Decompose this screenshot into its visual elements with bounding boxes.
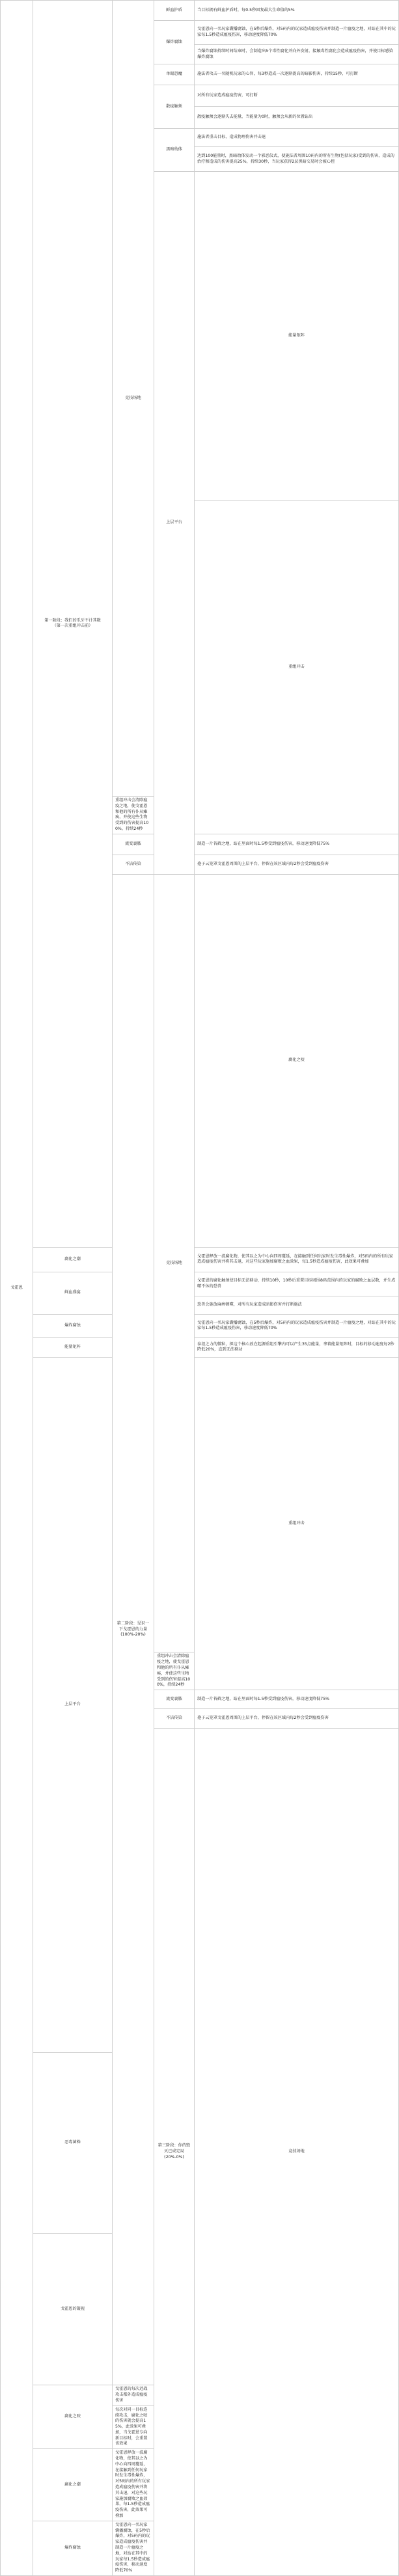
skill-desc: 恐兽会施放麻痹顿噬，对所有玩家造成暗影伤害并打断施法 <box>195 1296 399 1314</box>
skill-name: 能量矩阵 <box>33 1337 113 1357</box>
skill-name: 爆炸腐蚀 <box>154 21 195 64</box>
skill-desc: 泰坦之力的微粒，担这个核心放在起源重组引擎内可以产生35点能量，拿着能量矩阵时，目标的移动速度每2秒降低20%，直到无法移动 <box>195 1337 399 1357</box>
skill-desc: 重组冲击会清除瘟疫之地，使戈霍恩和他的所有仆从瘫痪，并使这些生物受到的伤害提高100%，持续24秒 <box>154 1652 195 1690</box>
skill-name: 鲜血盛宴 <box>33 1272 113 1314</box>
skill-desc: 施法者重击目标，造成物理伤害并击退 <box>195 129 399 147</box>
skill-name: 散疫触须 <box>154 85 195 129</box>
skill-desc: 戈霍恩的腐化触须使目标无法移动，持续10秒，10秒后重置目标周围8码范围内的玩家的腐败之血层数，并生成噬不休的恐兽 <box>195 1272 399 1296</box>
skill-name: 腐化之潮 <box>33 2449 113 2521</box>
skill-name: 能量矩阵 <box>195 172 399 501</box>
skill-desc: 每次对同一目标连续攻击，腐化之咬的伤害就会提高15%，此效果可叠加，当戈霍恩专向新目标时，会重置该效果 <box>113 2405 154 2449</box>
skill-desc: 孢子云笼罩戈霍恩周围的上层平台，停留在该区域内每2秒会受到瘟疫伤害 <box>195 855 399 874</box>
skill-name: 腐化之咬 <box>195 874 399 1247</box>
table-row <box>1 1337 399 1357</box>
phase-3-title: 第三阶段：你的毁灭已成定局 (20%-0%) <box>154 1729 195 2576</box>
skill-name: 不洁传染 <box>113 855 154 874</box>
skill-name: 重组冲击 <box>195 1357 399 1690</box>
skill-desc: 制造一片苔藓之地，站在里面时每1.5秒受到瘟疫伤害，移动速度降低75% <box>195 834 399 855</box>
skill-name: 单眼恐魔 <box>154 64 195 85</box>
skill-desc: 戈霍恩向一名玩家囊播腐蚀，在5秒后爆炸，对5码内的玩家造成瘟疫伤害并制造一片瘟疫之地，对站在其中的玩家每1.5秒造成瘟疫伤害，移动速度降低70% <box>113 2521 154 2575</box>
skill-desc: 当爆炸腐蚀持续时间结束时，会制造出5个毒性腐化并向外发射，接触毒性腐化会造成瘟疫伤害，并使目标感染爆炸腐蚀 <box>195 45 399 64</box>
table-row <box>1 1272 399 1296</box>
skill-desc: 重组冲击会清除瘟疫之地，使戈霍恩和他的所有仆从瘫痪，并使这些生物受到的伤害提高100%，持续24秒 <box>113 797 154 834</box>
skill-name: 黑暗幼体 <box>154 129 195 172</box>
skill-name: 爆炸腐蚀 <box>33 2521 113 2575</box>
skill-desc: 施法者攻击一名随机玩家的心智，每3秒造成一次逐渐提高的暗影伤害，持续15秒，可打断 <box>195 64 399 85</box>
table-row <box>1 1314 399 1337</box>
phase-1-title: 第一阶段：我们的爪牙不计其数 （第一次重组冲击前） <box>33 1 113 1248</box>
table-row <box>1 1247 399 1272</box>
skill-desc: 戈霍恩向一名玩家囊播腐蚀，在5秒后爆炸，对5码内的玩家造成瘟疫伤害并制造一片瘟疫之地，对站在其中的玩家每1.5秒造成瘟疫伤害，移动速度降低70% <box>195 21 399 45</box>
skill-desc: 孢子云笼罩戈霍恩周围的上层平台，停留在该区域内每2秒会受到瘟疫伤害 <box>195 1709 399 1729</box>
skill-desc: 戈霍恩向一名玩家囊播腐蚀，在5秒后爆炸，对5码内的玩家造成瘟疫伤害并制造一片瘟疫之地，对站在其中的玩家每1.5秒造成瘟疫伤害，移动速度降低70% <box>195 1314 399 1337</box>
skill-desc: 制造一片苔藓之地，站在里面时每1.5秒受到瘟疫伤害，移动速度降低75% <box>195 1690 399 1709</box>
skill-name: 鲜血护盾 <box>154 1 195 21</box>
skill-desc: 散疫触须会逐渐失去能量，当能量为0时，触须会从新的位置钻出 <box>195 107 399 129</box>
phase-2-upper: 上层平台 <box>33 1357 113 2052</box>
skill-name: 腐化之潮 <box>33 1247 113 1272</box>
phase-1-upper: 上层平台 <box>154 172 195 875</box>
skill-desc: 戈霍恩释放一波腐化物，使其以之为中心向四周蔓延，在接触到任何玩家时发生毒性爆炸，对5码内的所有玩家造成瘟疫伤害并将其击退，对这些玩家施加腐败之血效果，每1.5秒造成瘟疫伤害，此效果可叠加 <box>195 1247 399 1272</box>
skill-name: 流变裹脓 <box>154 1690 195 1709</box>
table-row <box>1 1357 399 1652</box>
skill-desc: 戈霍恩的每次近战攻击都外造成瘟疫伤害 <box>113 2385 154 2405</box>
phase-1-arena: 竞技场地 <box>113 1 154 797</box>
boss-name: 戈霍恩 <box>1 1 33 2576</box>
skill-name: 戈霍恩的凝视 <box>33 2233 113 2385</box>
skill-name: 流变裹脓 <box>113 834 154 855</box>
skill-desc: 戈霍恩释放一波腐化物，使其以之为中心向四周蔓延，在接触到任何玩家时发生毒性爆炸，对5码内的所有玩家造成瘟疫伤害并将其击退，对这些玩家施加腐败之血效果，每1.5秒造成瘟疫伤害，此效果可叠加 <box>113 2449 154 2521</box>
table-row <box>1 1 399 21</box>
skill-name: 不洁传染 <box>154 1709 195 1729</box>
phase-3-arena: 竞技场地 <box>195 1729 399 2576</box>
phase-2-title: 第二阶段：见识一下戈霍恩的力量 (100%-20%) <box>113 874 154 2385</box>
skill-name: 恶毒菌株 <box>33 2052 113 2233</box>
skill-name: 腐化之咬 <box>33 2385 113 2449</box>
skill-desc: 达到100能量时，黑暗幼体发动一个邪恶仪式，使施法者周围10码内的所有生物(包括玩家)受到的伤害，造成的治疗和造成的伤害提高25%，持续30秒，当玩家获得2层黑暗交易时会被心控 <box>195 147 399 172</box>
skill-desc: 对所有玩家造成瘟疫伤害，可打断 <box>195 85 399 107</box>
skill-name: 爆炸腐蚀 <box>33 1314 113 1337</box>
skill-desc: 当目标拥有鲜血护盾时，每0.5秒回复最大生命值的5% <box>195 1 399 21</box>
skill-name: 重组冲击 <box>195 501 399 834</box>
phase-2-arena: 竞技场地 <box>154 874 195 1652</box>
